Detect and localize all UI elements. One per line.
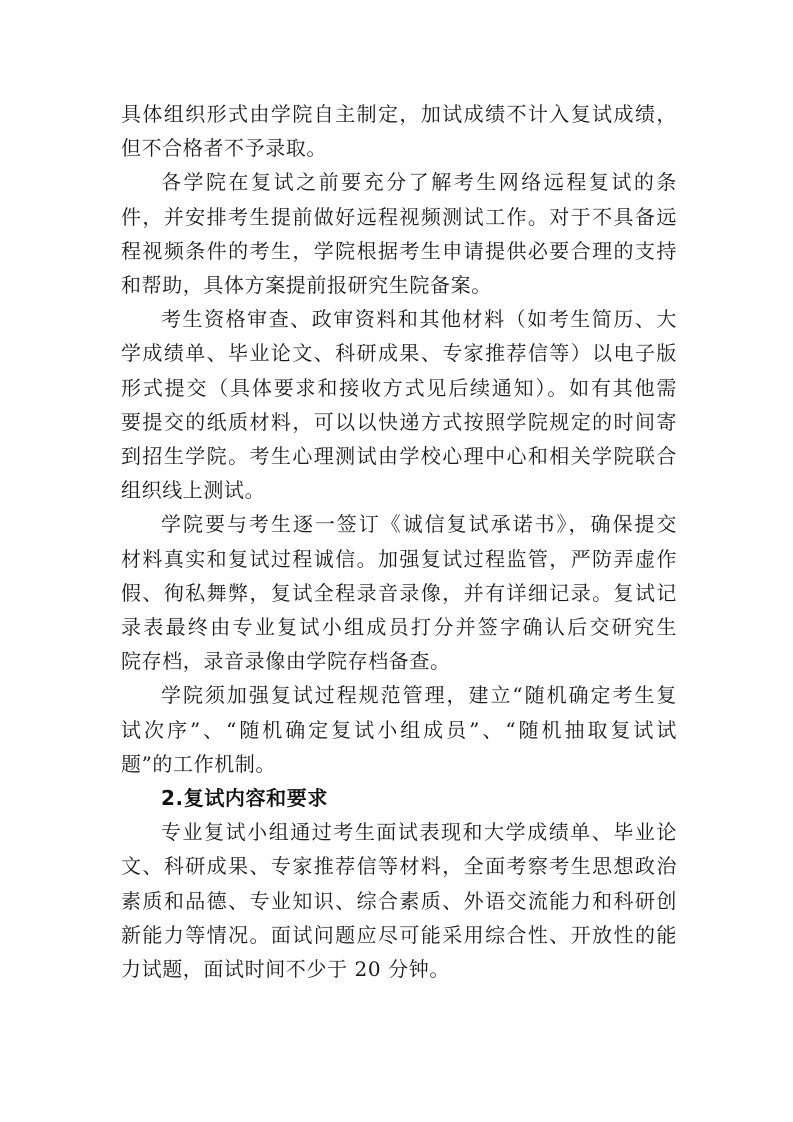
paragraph-qualification-review: [121, 302, 677, 507]
text-line: 新能力等情况。面试问题应尽可能采用综合性、开放性的能: [121, 922, 677, 947]
text-line: 但不合格者不予录取。: [121, 136, 327, 161]
text-line: 和帮助，具体方案提前报研究生院备案。: [121, 273, 492, 298]
text-line: 题”的工作机制。: [121, 751, 277, 776]
text-line: 专业复试小组通过考生面试表现和大学成绩单、毕业论: [161, 820, 677, 845]
text-line: 程视频条件的考生，学院根据考生申请提供必要合理的支持: [121, 238, 677, 263]
text-line: 素质和品德、专业知识、综合素质、外语交流能力和科研创: [121, 888, 677, 913]
text-line: 试次序”、“随机确定复试小组成员”、“随机抽取复试试: [121, 717, 677, 742]
text-line: 具体组织形式由学院自主制定，加试成绩不计入复试成绩，: [121, 102, 677, 126]
text-line: 录表最终由专业复试小组成员打分并签字确认后交研究生: [121, 615, 677, 640]
paragraph-remote-testing: [121, 165, 677, 302]
text-line: 假、徇私舞弊，复试全程录音录像，并有详细记录。复试记: [121, 580, 677, 605]
document-body: [121, 97, 677, 986]
text-line: 力试题，面试时间不少于 20 分钟。: [121, 957, 450, 982]
text-line: 组织线上测试。: [121, 478, 266, 503]
text-line: 到招生学院。考生心理测试由学校心理中心和相关学院联合: [121, 444, 677, 469]
text-line: 学院要与考生逐一签订《诚信复试承诺书》，确保提交: [161, 512, 677, 537]
paragraph-retest-content: [121, 815, 677, 986]
section-heading: 2.复试内容和要求: [161, 786, 328, 811]
text-line: 材料真实和复试过程诚信。加强复试过程监管，严防弄虚作: [121, 546, 677, 571]
text-line: 形式提交（具体要求和接收方式见后续通知）。如有其他需: [121, 375, 677, 400]
paragraph-process-management: [121, 678, 677, 781]
text-line: 文、科研成果、专家推荐信等材料，全面考察考生思想政治: [121, 854, 677, 879]
text-line: 考生资格审查、政审资料和其他材料（如考生简历、大: [161, 307, 677, 332]
text-line: 要提交的纸质材料，可以以快递方式按照学院规定的时间寄: [121, 409, 677, 434]
paragraph-integrity-commitment: [121, 507, 677, 678]
text-line: 院存档，录音录像由学院存档备查。: [121, 649, 451, 674]
text-line: 学院须加强复试过程规范管理，建立“随机确定考生复: [161, 683, 677, 708]
text-line: 各学院在复试之前要充分了解考生网络远程复试的条: [161, 170, 677, 195]
paragraph-continuation: [121, 97, 677, 165]
text-line: 件，并安排考生提前做好远程视频测试工作。对于不具备远: [121, 204, 677, 229]
text-line: 学成绩单、毕业论文、科研成果、专家推荐信等）以电子版: [121, 341, 677, 366]
